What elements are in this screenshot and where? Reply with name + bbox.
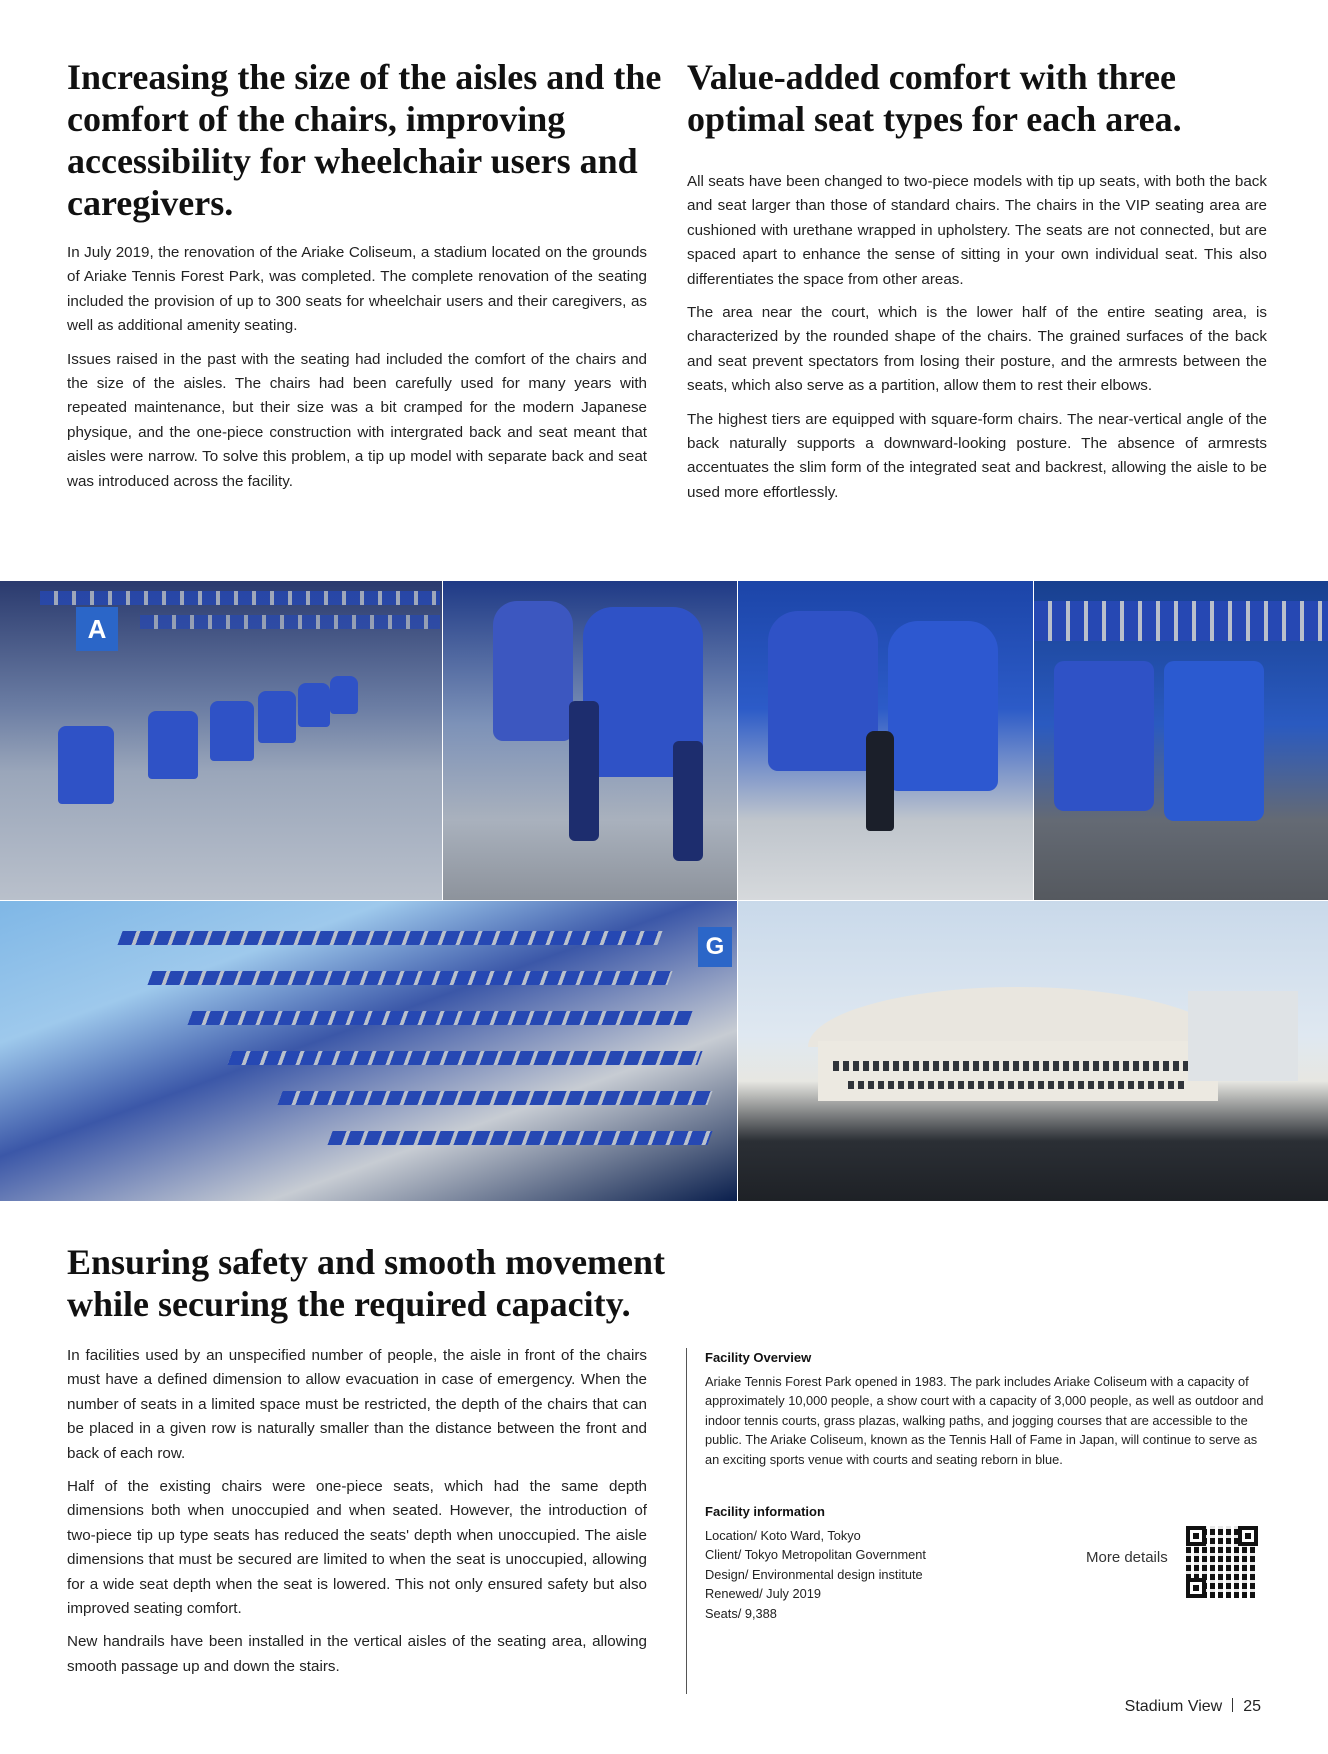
more-details-link[interactable]: More details (1086, 1549, 1168, 1566)
paragraph: In July 2019, the renovation of the Ariake Coliseum, a stadium located on the grounds of Ariake Tennis Forest Park, was completed. The complete renovation of the seating included the provision of up to 300 seats for wheelchair users and their caregivers, as well as additional amenity seating. (67, 244, 647, 335)
seat-row (1034, 601, 1328, 641)
seat (298, 683, 330, 727)
seat-row (140, 615, 440, 629)
seat-row (40, 591, 440, 605)
paragraph: The area near the court, which is the lower half of the entire seating area, is characterized by the rounded shape of the chairs. The grained surfaces of the back and seat prevent spectators from losing their posture, and the armrests between the seats, which also serve as a partition, allow them to rest their elbows. (687, 304, 1267, 395)
seat (888, 621, 998, 791)
info-line-design: Design/ Environmental design institute (705, 1566, 923, 1582)
paragraph: New handrails have been installed in the vertical aisles of the seating area, allowing smooth passage up and down the stairs. (67, 1633, 647, 1675)
seat (493, 601, 573, 741)
publication-name: Stadium View (1124, 1698, 1223, 1715)
coliseum-roof (808, 987, 1228, 1047)
paragraph: Half of the existing chairs were one-piece seats, which had the same depth dimensions both when unoccupied and when seated. However, the introduction of two-piece tip up type seats has reduced the seats' depth when unoccupied. The aisle dimensions that must be secured are limited to when the seat is unoccupied, allowing for a wide seat depth when the seat is lowered. This not only ensured safety but also improved seating comfort. (67, 1478, 647, 1618)
photo-ariake-coliseum-exterior (738, 901, 1328, 1201)
facility-overview-text: Ariake Tennis Forest Park opened in 1983. The park includes Ariake Coliseum with a capacity of approximately 10,000 people, a show court with a capacity of 3,000 people, as well as outdoor and indoor tennis courts, grass plazas, walking paths, and jogging courses that are accessible to the public. The Ariake Coliseum, known as the Tennis Hall of Fame in Japan, will continue to serve as an exciting sports venue with courts and seating reborn in blue. (705, 1373, 1264, 1467)
seat-row (277, 1091, 712, 1105)
paragraph: Issues raised in the past with the seating had included the comfort of the chairs and the size of the aisles. The chairs had been carefully used for many years with repeated maintenance, but their size was a bit cramped for the modern Japanese physique, and the one-piece construction with intergrated back and seat meant that aisles were narrow. To solve this problem, a tip up model with separate back and seat was introduced across the facility. (67, 350, 647, 490)
armrest (866, 731, 894, 831)
footer-separator (1232, 1698, 1233, 1712)
seat (330, 676, 358, 714)
seat (58, 726, 114, 804)
qr-finder (1186, 1526, 1206, 1546)
left-column-text (67, 241, 647, 503)
armrest (673, 741, 703, 861)
seat-row (227, 1051, 702, 1065)
facility-overview-title: Facility Overview (705, 1350, 812, 1365)
info-line-seats: Seats/ 9,388 (705, 1605, 777, 1621)
paragraph: The highest tiers are equipped with square-form chairs. The near-vertical angle of the back naturally supports a downward-looking posture. The absence of armrests accentuates the slim form of the integrated seat and backrest, allowing the aisle to be used more effortlessly. (687, 410, 1267, 501)
seat-row (187, 1011, 692, 1025)
right-column-text (687, 170, 1267, 514)
seat (148, 711, 198, 779)
paragraph: In facilities used by an unspecified number of people, the aisle in front of the chairs must have a defined dimension to allow evacuation in case of emergency. When the number of seats in a limited space must be restricted, the depth of the chairs that can be placed in a given row is naturally smaller than the distance between the front and back of each row. (67, 1347, 647, 1462)
seat (210, 701, 254, 761)
page-footer (1125, 1698, 1261, 1716)
qr-code-icon[interactable] (1186, 1526, 1258, 1598)
bottom-column-text (67, 1344, 647, 1688)
column-divider (686, 1348, 687, 1694)
page-number: 25 (1243, 1698, 1261, 1715)
info-line-location: Location/ Koto Ward, Tokyo (705, 1527, 861, 1543)
info-line-client: Client/ Tokyo Metropolitan Government (705, 1547, 926, 1563)
facility-overview (705, 1348, 1265, 1470)
seat-row (327, 1131, 712, 1145)
seat (1164, 661, 1264, 821)
facility-information-title: Facility information (705, 1504, 825, 1519)
section-sign-a: A (76, 607, 118, 651)
seat-row (147, 971, 672, 985)
photo-seating-section-a (0, 581, 442, 900)
coliseum-building (818, 1041, 1218, 1101)
info-line-renewed: Renewed/ July 2019 (705, 1586, 821, 1602)
photo-square-seats (1034, 581, 1328, 900)
section-heading-aisles: Increasing the size of the aisles and the comfort of the chairs, improving accessibility for wheelchair users and caregivers. (67, 57, 662, 223)
tower-building (1188, 991, 1298, 1081)
seat (1054, 661, 1154, 811)
seat (258, 691, 296, 743)
building-windows (833, 1061, 1203, 1071)
photo-court-side-seating (0, 901, 737, 1201)
seat (768, 611, 878, 771)
qr-finder (1186, 1578, 1206, 1598)
paragraph: All seats have been changed to two-piece models with tip up seats, with both the back and seat larger than those of standard chairs. The chairs in the VIP seating area are cushioned with urethane wrapped in upholstery. The seats are not connected, but are spaced apart to enhance the sense of sitting in your own individual seat. This also differentiates the space from other areas. (687, 173, 1267, 288)
armrest (569, 701, 599, 841)
photo-vip-seats (443, 581, 737, 900)
photo-rounded-seats (738, 581, 1033, 900)
section-heading-safety: Ensuring safety and smooth movement while securing the required capacity. (67, 1242, 666, 1324)
section-sign-g: G (698, 927, 732, 967)
qr-finder (1238, 1526, 1258, 1546)
facility-information (705, 1502, 1005, 1624)
seat-row (117, 931, 662, 945)
section-heading-seat-types: Value-added comfort with three optimal seat types for each area. (687, 57, 1182, 139)
building-windows (848, 1081, 1188, 1089)
